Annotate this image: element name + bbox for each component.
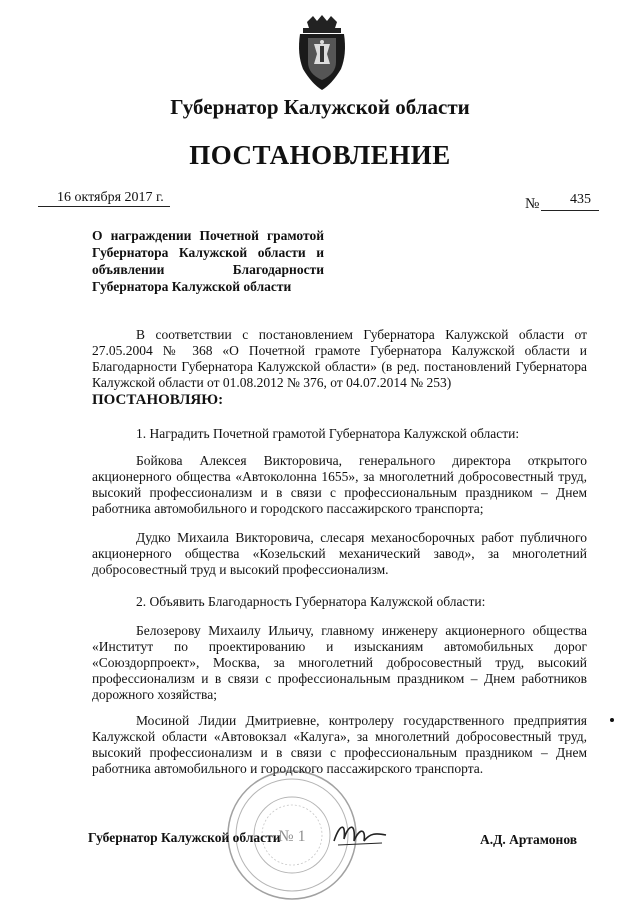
number-label: № [525, 196, 540, 212]
decree-heading: ПОСТАНОВЛЯЮ: [92, 392, 224, 408]
handwritten-signature-icon [330, 815, 390, 851]
document-number: 435 [570, 192, 591, 207]
coat-of-arms-icon [297, 14, 347, 92]
preamble-paragraph: В соответствии с постановлением Губернатора Калужской области от 27.05.2004 № 368 «О Почетной грамоте Губернатора Калужской области и Благодарности Губернатора Калужской области» (в ред. постановлений Губернатора Калужской области от 01.08.2012 № 376, от 04.07.2014 № 253) [92, 327, 587, 390]
item-1-person-2: Дудко Михаила Викторовича, слесаря механосборочных работ публичного акционерного общества «Козельский механический завод», за многолетний добросовестный труд и высокий профессионализм. [92, 530, 587, 577]
signatory-position: Губернатор Калужской области [88, 830, 281, 845]
item-2-title: 2. Объявить Благодарность Губернатора Калужской области: [136, 594, 486, 609]
item-1-person-1: Бойкова Алексея Викторовича, генерального директора открытого акционерного общества «Автоколонна 1655», за многолетний добросовестный труд, высокий профессионализм и в связи с профессиональным праздником – Днем работника автомобильного и городского пассажирского транспорта; [92, 453, 587, 516]
document-subject: О награждении Почетной грамотой Губернатора Калужской области и объявлении Благодарности Губернатора Калужской области [92, 228, 324, 294]
signatory-name: А.Д. Артамонов [480, 832, 578, 847]
item-1-title: 1. Наградить Почетной грамотой Губернатора Калужской области: [136, 426, 520, 441]
seal-number: № 1 [278, 828, 306, 845]
authority-title: Губернатор Калужской области [170, 95, 470, 119]
item-2-person-1: Белозерову Михаилу Ильичу, главному инженеру акционерного общества «Институт по проектированию и изысканиям автомобильных дорог «Союздорпроект», Москва, за многолетний добросовестный труд, высокий профессионализм и в связи с профессиональным праздником – Днем работников дорожного хозяйства; [92, 623, 587, 702]
margin-dot [610, 718, 614, 722]
item-2-person-2: Мосиной Лидии Дмитриевне, контролеру государственного предприятия Калужской области «Автовокзал «Калуга», за многолетний добросовестный труд, высокий профессионализм и в связи с профессиональным праздником – Днем работника автомобильного и городского пассажирского транспорта. [92, 713, 587, 776]
date-underline [38, 206, 170, 207]
document-date: 16 октября 2017 г. [57, 190, 164, 205]
number-underline [541, 210, 599, 211]
document-type: ПОСТАНОВЛЕНИЕ [189, 140, 451, 170]
